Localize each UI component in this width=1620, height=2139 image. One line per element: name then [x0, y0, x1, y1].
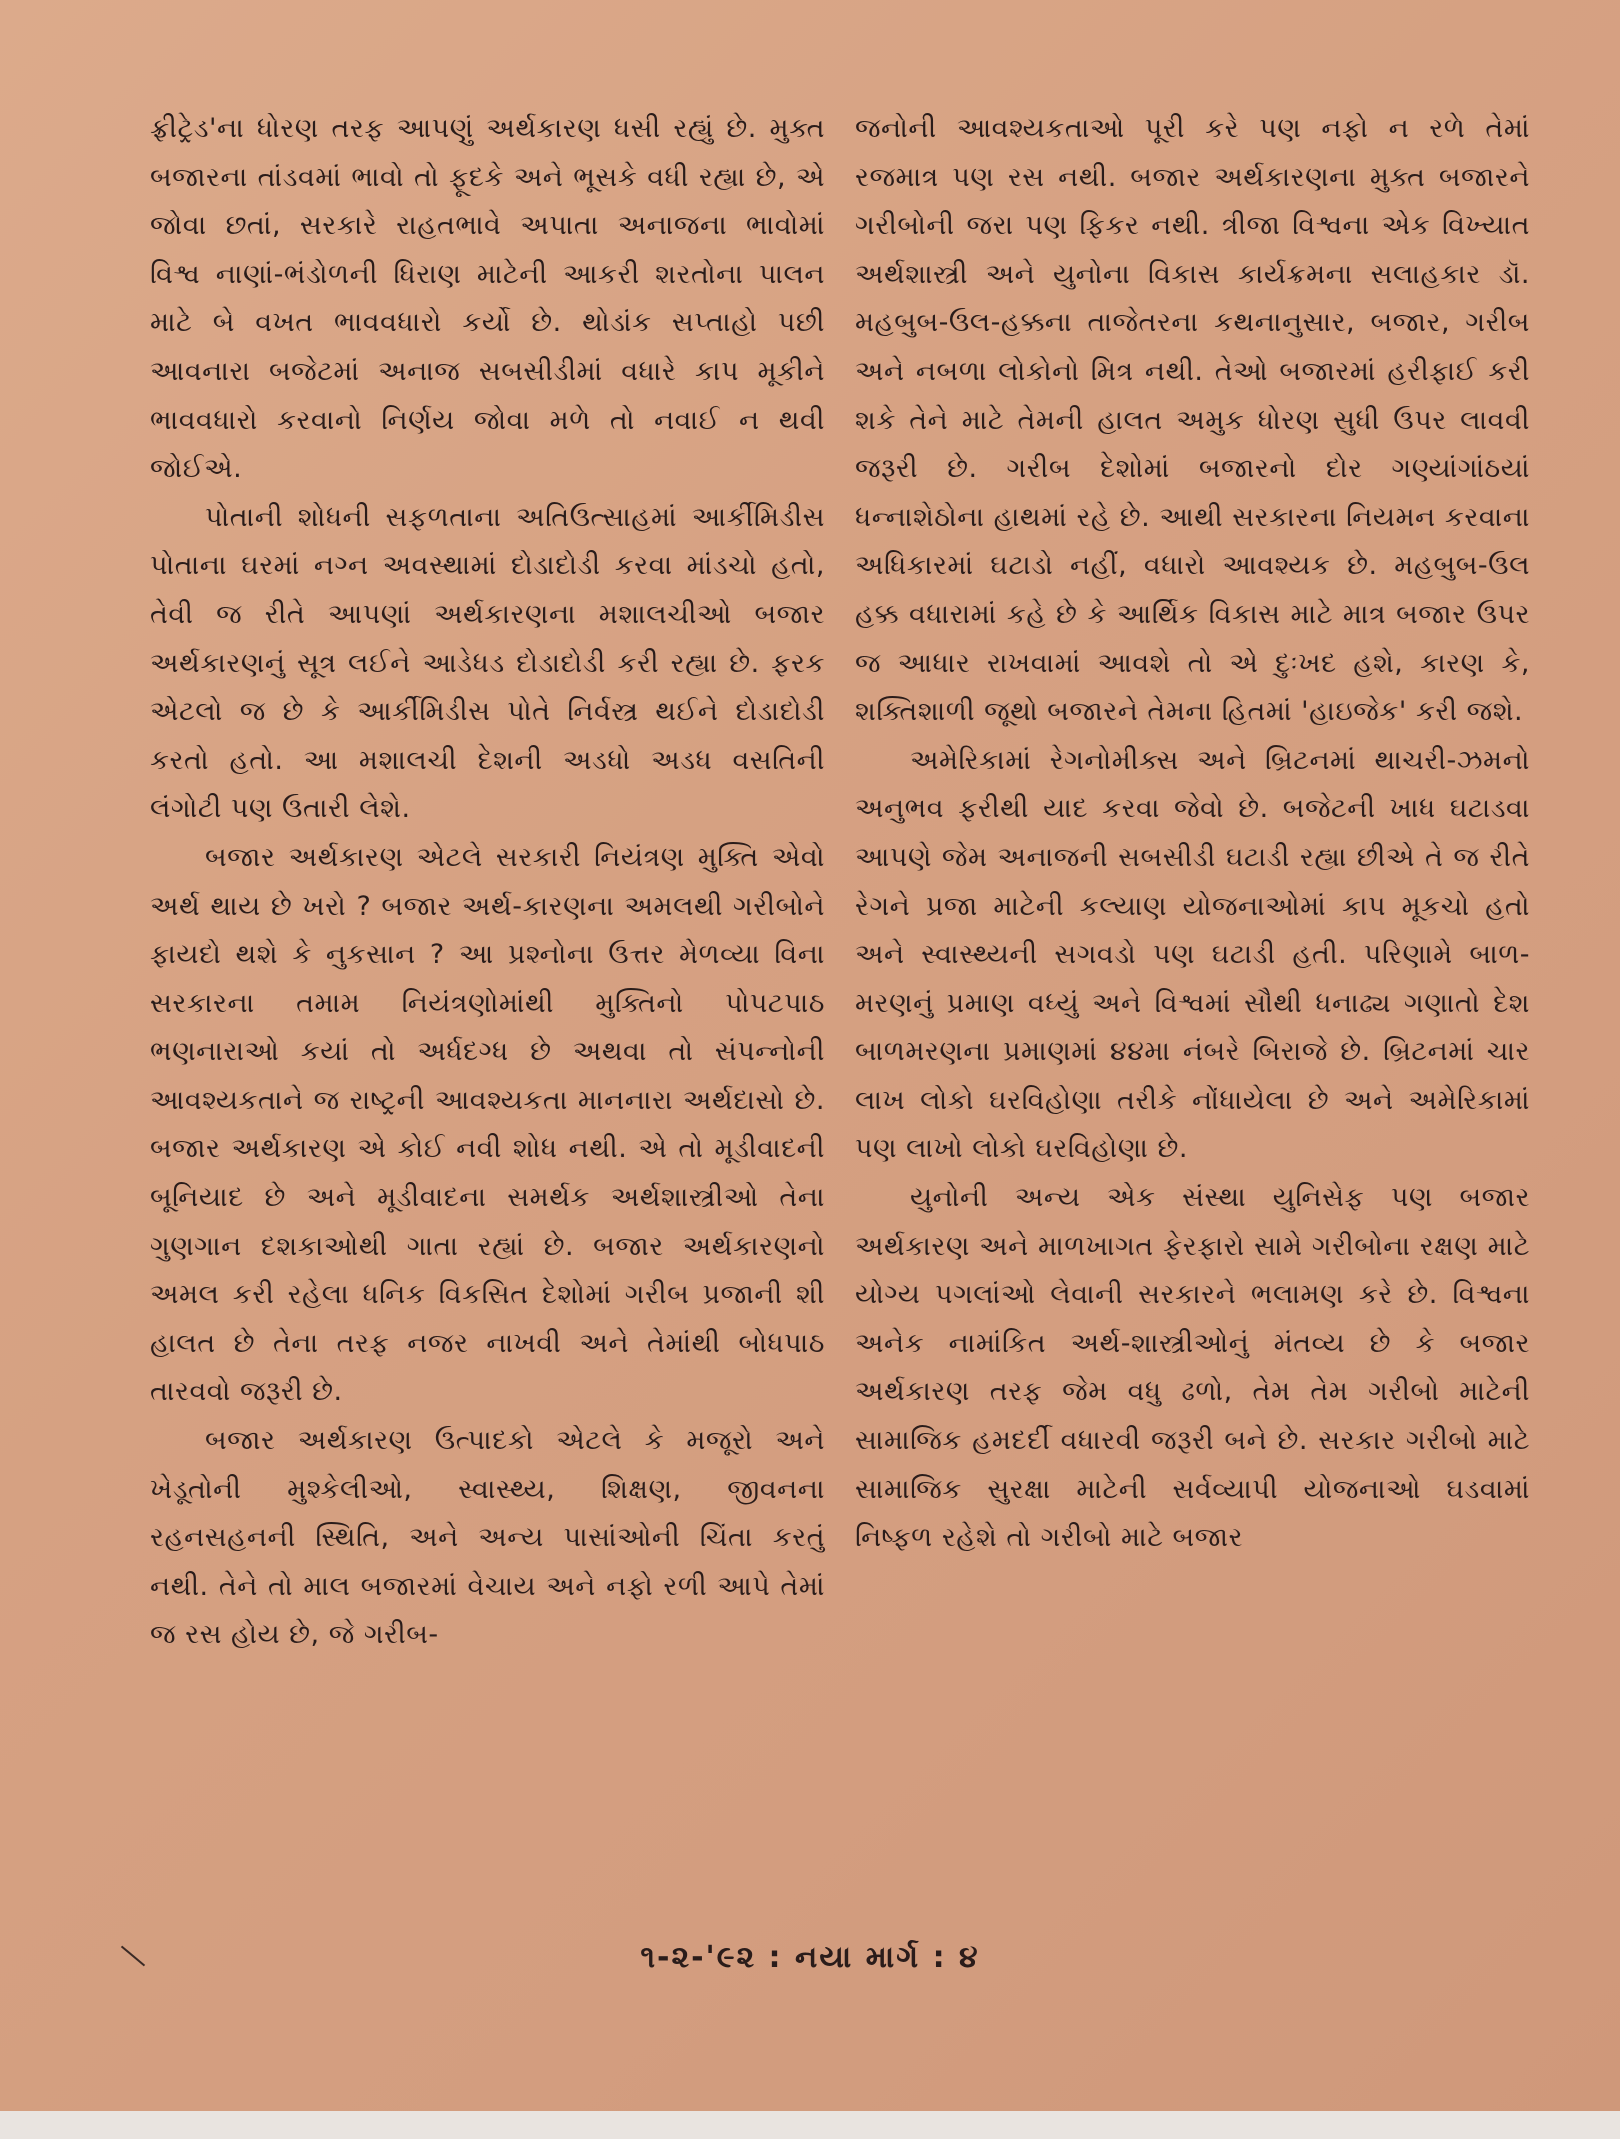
paragraph: જનોની આવશ્યકતાઓ પૂરી કરે પણ નફો ન રળે તેમાં રજમાત્ર પણ રસ નથી. બજાર અર્થકારણના મુક્ત બજારને ગરીબોની જરા પણ ફિકર નથી. ત્રીજા વિશ્વના એક વિખ્યાત અર્થશાસ્ત્રી અને યુનોના વિકાસ કાર્યક્રમના સલાહકાર ડૉ. મહબુબ-ઉલ-હક્કના તાજેતરના કથનાનુસાર, બજાર, ગરીબ અને નબળા લોકોનો મિત્ર નથી. તેઓ બજારમાં હરીફાઈ કરી શકે તેને માટે તેમની હાલત અમુક ધોરણ સુધી ઉપર લાવવી જરૂરી છે. ગરીબ દેશોમાં બજારનો દોર ગણ્યાંગાંઠયાં ધન્નાશેઠોના હાથમાં રહે છે. આથી સરકારના નિયમન કરવાના અધિકારમાં ઘટાડો નહીં, વધારો આવશ્યક છે. મહબુબ-ઉલ હક્ક વધારામાં કહે છે કે આર્થિક વિકાસ માટે માત્ર બજાર ઉપર જ આધાર રાખવામાં આવશે તો એ દુઃખદ હશે, કારણ કે, શક્તિશાળી જૂથો બજારને તેમના હિતમાં 'હાઇજેક' કરી જશે. — [855, 113, 1530, 728]
paragraph: બજાર અર્થકારણ એટલે સરકારી નિયંત્રણ મુક્તિ એવો અર્થ થાય છે ખરો ? બજાર અર્થ-કારણના અમલથી ગરીબોને ફાયદો થશે કે નુકસાન ? આ પ્રશ્નોના ઉત્તર મેળવ્યા વિના સરકારના તમામ નિયંત્રણોમાંથી મુક્તિનો પોપટપાઠ ભણનારાઓ કયાં તો અર્ધદગ્ધ છે અથવા તો સંપન્નોની આવશ્યકતાને જ રાષ્ટ્રની આવશ્યકતા માનનારા અર્થદાસો છે. બજાર અર્થકારણ એ કોઈ નવી શોધ નથી. એ તો મૂડીવાદની બૂનિયાદ છે અને મૂડીવાદના સમર્થક અર્થશાસ્ત્રીઓ તેના ગુણગાન દશકાઓથી ગાતા રહ્યાં છે. બજાર અર્થકારણનો અમલ કરી રહેલા ધનિક વિકસિત દેશોમાં ગરીબ પ્રજાની શી હાલત છે તેના તરફ નજર નાખવી અને તેમાંથી બોધપાઠ તારવવો જરૂરી છે. — [150, 841, 825, 1408]
paragraph: યુનોની અન્ય એક સંસ્થા યુનિસેફ પણ બજાર અર્થકારણ અને માળખાગત ફેરફારો સામે ગરીબોના રક્ષણ માટે યોગ્ય પગલાંઓ લેવાની સરકારને ભલામણ કરે છે. વિશ્વના અનેક નામાંકિત અર્થ-શાસ્ત્રીઓનું મંતવ્ય છે કે બજાર અર્થકારણ તરફ જેમ વધુ ઢળો, તેમ તેમ ગરીબો માટેની સામાજિક હમદર્દી વધારવી જરૂરી બને છે. સરકાર ગરીબો માટે સામાજિક સુરક્ષા માટેની સર્વવ્યાપી યોજનાઓ ઘડવામાં નિષ્ફળ રહેશે તો ગરીબો માટે બજાર — [855, 1182, 1530, 1554]
scan-edge — [0, 2111, 1620, 2139]
right-column — [855, 105, 1530, 1563]
paragraph: અમેરિકામાં રેગનોમીક્સ અને બ્રિટનમાં થાચરી-ઝમનો અનુભવ ફરીથી યાદ કરવા જેવો છે. બજેટની ખાધ ઘટાડવા આપણે જેમ અનાજની સબસીડી ઘટાડી રહ્યા છીએ તે જ રીતે રેગને પ્રજા માટેની કલ્યાણ યોજનાઓમાં કાપ મૂકચો હતો અને સ્વાસ્થ્યની સગવડો પણ ઘટાડી હતી. પરિણામે બાળ-મરણનું પ્રમાણ વધ્યું અને વિશ્વમાં સૌથી ધનાઢ્ય ગણાતો દેશ બાળમરણના પ્રમાણમાં ૪૪મા નંબરે બિરાજે છે. બ્રિટનમાં ચાર લાખ લોકો ઘરવિહોણા તરીકે નોંધાયેલા છે અને અમેરિકામાં પણ લાખો લોકો ઘરવિહોણા છે. — [855, 744, 1530, 1165]
paragraph: પોતાની શોધની સફળતાના અતિઉત્સાહમાં આર્કીમિડીસ પોતાના ઘરમાં નગ્ન અવસ્થામાં દોડાદોડી કરવા માંડચો હતો, તેવી જ રીતે આપણાં અર્થકારણના મશાલચીઓ બજાર અર્થકારણનું સૂત્ર લઈને આડેધડ દોડાદોડી કરી રહ્યા છે. ફરક એટલો જ છે કે આર્કીમિડીસ પોતે નિર્વસ્ત્ર થઈને દોડાદોડી કરતો હતો. આ મશાલચી દેશની અડધો અડધ વસતિની લંગોટી પણ ઉતારી લેશે. — [150, 501, 825, 825]
paragraph: બજાર અર્થકારણ ઉત્પાદકો એટલે કે મજૂરો અને ખેડૂતોની મુશ્કેલીઓ, સ્વાસ્થ્ય, શિક્ષણ, જીવનના રહનસહનની સ્થિતિ, અને અન્ય પાસાંઓની ચિંતા કરતું નથી. તેને તો માલ બજારમાં વેચાય અને નફો રળી આપે તેમાં જ રસ હોય છે, જે ગરીબ- — [150, 1425, 825, 1651]
paragraph: ફ્રીટ્રેડ'ના ધોરણ તરફ આપણું અર્થકારણ ધસી રહ્યું છે. મુક્ત બજારના તાંડવમાં ભાવો તો ફૂદકે અને ભૂસકે વધી રહ્યા છે, એ જોવા છતાં, સરકારે રાહતભાવે અપાતા અનાજના ભાવોમાં વિશ્વ નાણાં-ભંડોળની ધિરાણ માટેની આકરી શરતોના પાલન માટે બે વખત ભાવવધારો કર્યો છે. થોડાંક સપ્તાહો પછી આવનારા બજેટમાં અનાજ સબસીડીમાં વધારે કાપ મૂકીને ભાવવધારો કરવાનો નિર્ણય જોવા મળે તો નવાઈ ન થવી જોઈએ. — [150, 113, 825, 485]
page-footer: ૧-૨-'૯૨ : નયા માર્ગ : ૪ — [640, 1940, 980, 1975]
left-column — [150, 105, 825, 1660]
